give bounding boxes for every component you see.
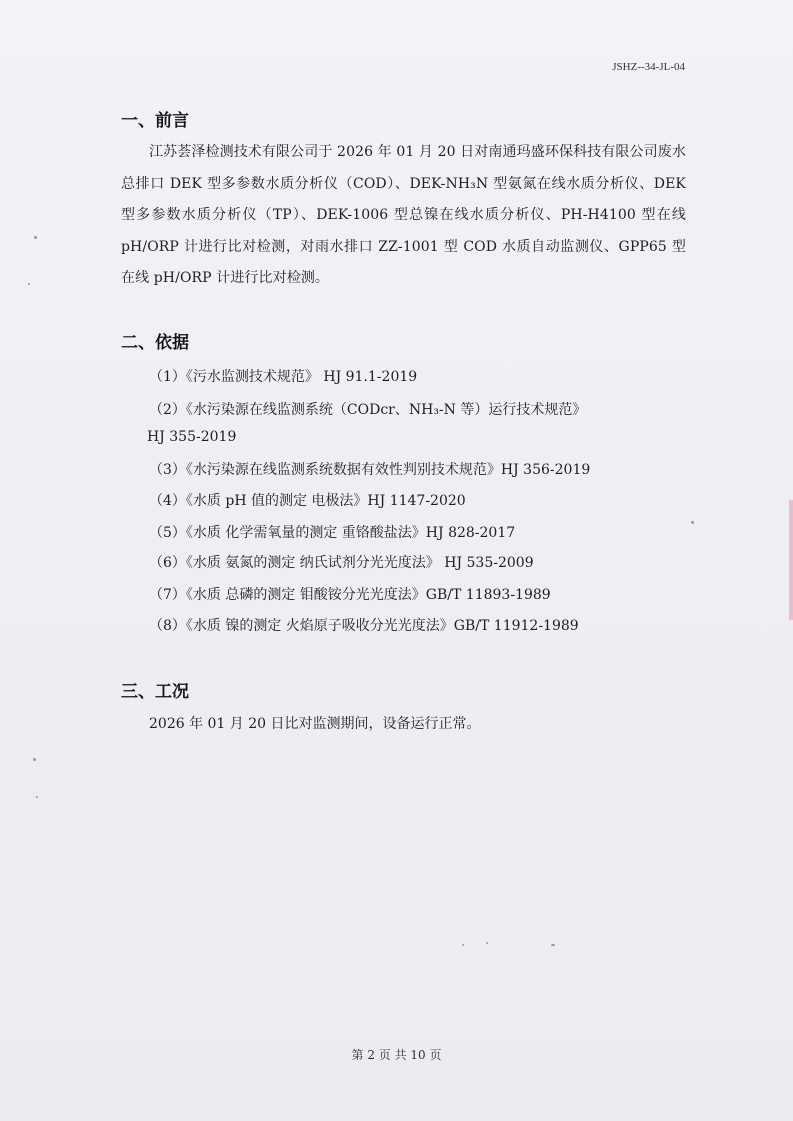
- reference-item: （2）《水污染源在线监测系统（CODcr、NH₃-N 等）运行技术规范》: [149, 402, 587, 418]
- reference-item: （7）《水质 总磷的测定 钼酸铵分光光度法》GB/T 11893-1989: [149, 587, 551, 603]
- reference-item-continuation: HJ 355-2019: [147, 429, 237, 445]
- scan-speck: [28, 283, 30, 285]
- section-heading-preface: 一、前言: [121, 111, 189, 131]
- preface-paragraph: 江苏荟泽检测技术有限公司于 2026 年 01 月 20 日对南通玛盛环保科技有限公司废水总排口 DEK 型多参数水质分析仪（COD）、DEK-NH₃N 型氨氮在线水质分析仪、DEK 型多参数水质分析仪（TP）、DEK-1006 型总镍在线水质分析仪、PH-H4100 型在线 pH/ORP 计进行比对检测，对雨水排口 ZZ-1001 型 COD 水质自动监测仪、GPP65 型在线 pH/ORP 计进行比对检测。: [121, 144, 686, 286]
- scan-speck: [551, 944, 555, 946]
- reference-item: （6）《水质 氨氮的测定 纳氏试剂分光光度法》 HJ 535-2009: [149, 555, 534, 571]
- section-heading-basis: 二、依据: [121, 333, 189, 353]
- scan-speck: [691, 521, 694, 524]
- seal-edge-mark: [789, 500, 793, 620]
- reference-item: （8）《水质 镍的测定 火焰原子吸收分光光度法》GB/T 11912-1989: [149, 618, 579, 634]
- scan-speck: [462, 944, 464, 946]
- condition-text: 2026 年 01 月 20 日比对监测期间，设备运行正常。: [149, 716, 481, 732]
- document-code: JSHZ--34-JL-04: [612, 61, 685, 73]
- reference-item: （1）《污水监测技术规范》 HJ 91.1-2019: [149, 369, 418, 385]
- reference-item: （5）《水质 化学需氧量的测定 重铬酸盐法》HJ 828-2017: [149, 525, 516, 541]
- scan-speck: [34, 236, 37, 239]
- scan-speck: [36, 796, 38, 798]
- scan-speck: [33, 758, 36, 761]
- page-footer: 第 2 页 共 10 页: [351, 1048, 442, 1062]
- section-heading-condition: 三、工况: [121, 682, 189, 702]
- reference-item: （3）《水污染源在线监测系统数据有效性判别技术规范》HJ 356-2019: [149, 462, 591, 478]
- reference-item: （4）《水质 pH 值的测定 电极法》HJ 1147-2020: [149, 493, 466, 509]
- scan-speck: [486, 942, 488, 944]
